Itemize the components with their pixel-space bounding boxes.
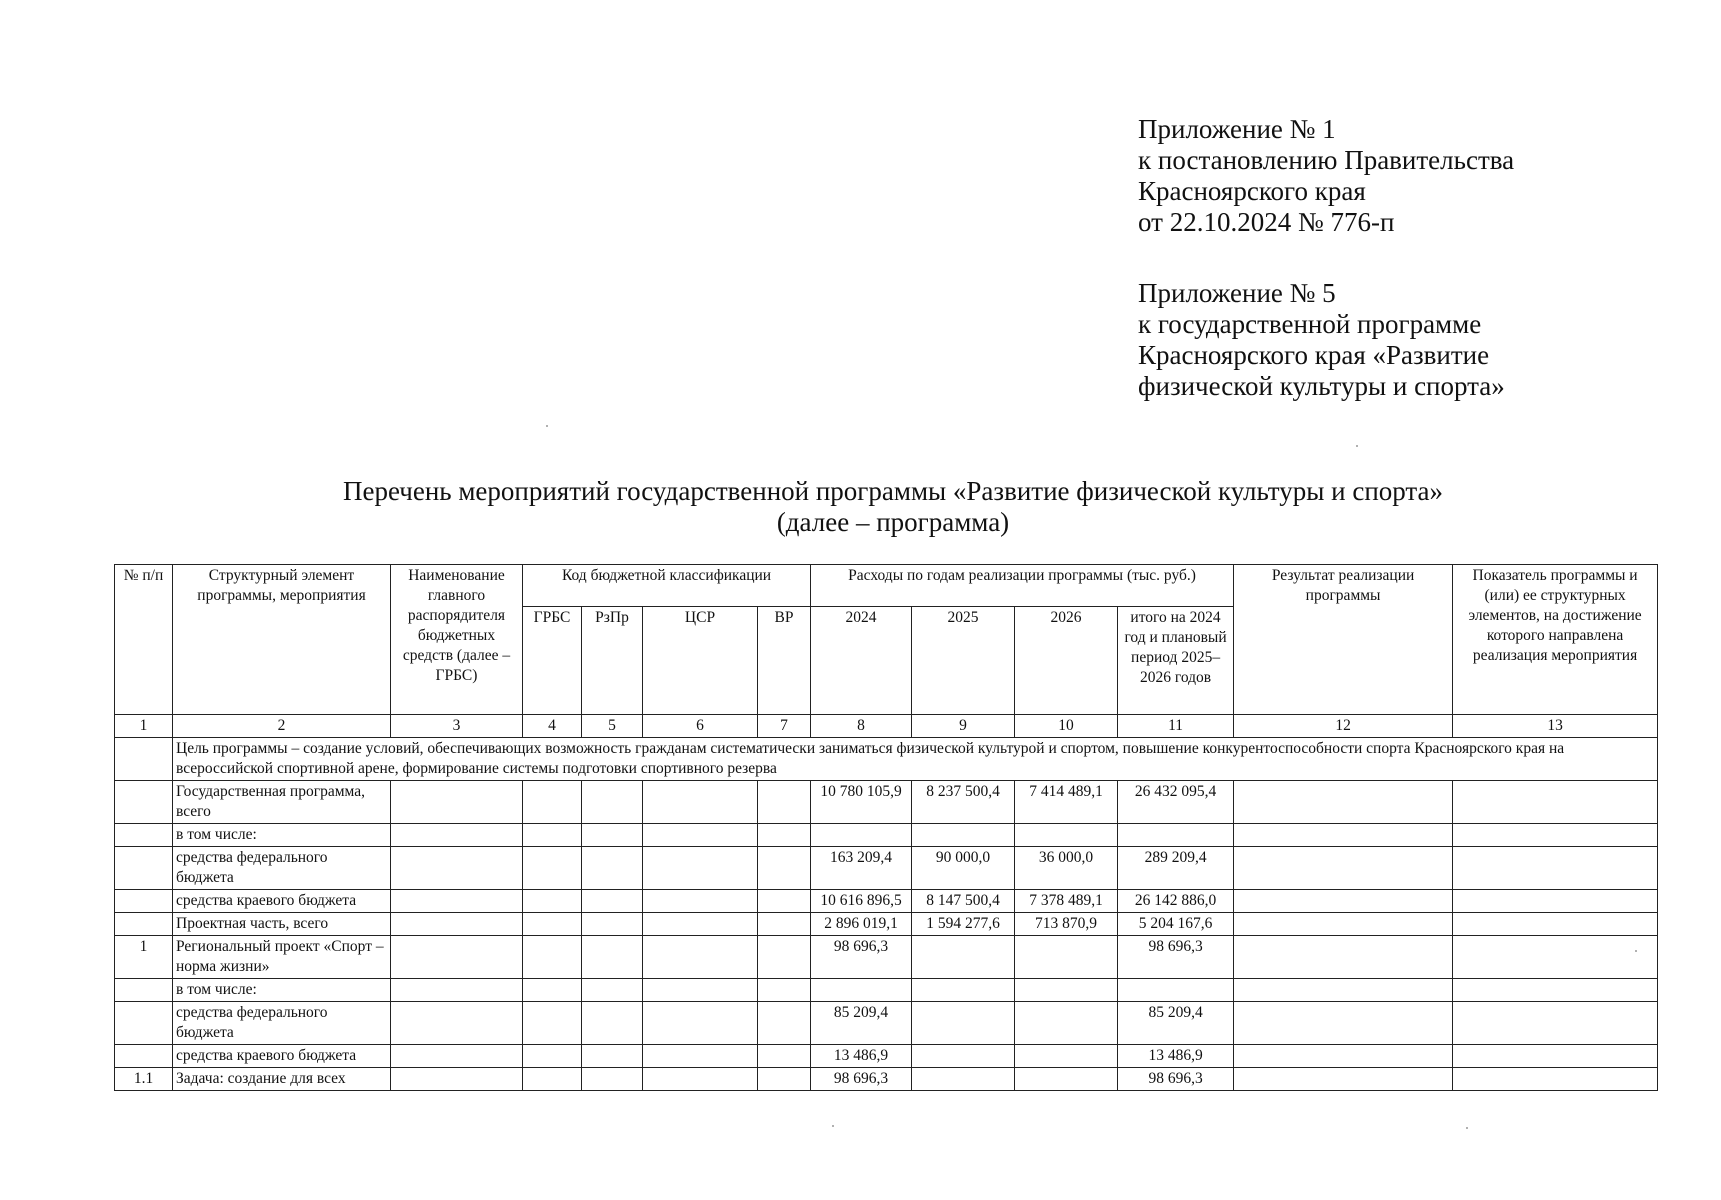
table-row	[115, 1068, 1658, 1091]
row-csr	[643, 913, 758, 936]
header-rzpr: РзПр	[582, 606, 643, 714]
row-grbs-name	[391, 1045, 523, 1068]
goal-num-cell	[115, 738, 173, 781]
row-2025: 8 237 500,4	[912, 781, 1015, 824]
row-number: 1	[115, 936, 173, 979]
row-total: 98 696,3	[1118, 936, 1234, 979]
row-2026: 36 000,0	[1015, 847, 1118, 890]
table-row	[115, 936, 1658, 979]
row-rzpr	[582, 1002, 643, 1045]
row-csr	[643, 1068, 758, 1091]
col-number: 11	[1118, 715, 1234, 738]
row-vr	[758, 781, 811, 824]
row-2024: 2 896 019,1	[811, 913, 912, 936]
header-grbs: ГРБС	[523, 606, 582, 714]
row-grbs-name	[391, 1068, 523, 1091]
header-num: № п/п	[115, 565, 173, 715]
table-row	[115, 1045, 1658, 1068]
row-indicator	[1453, 1002, 1658, 1045]
table-row	[115, 979, 1658, 1002]
col-number: 10	[1015, 715, 1118, 738]
table-row	[115, 824, 1658, 847]
row-vr	[758, 979, 811, 1002]
row-rzpr	[582, 847, 643, 890]
row-2024: 13 486,9	[811, 1045, 912, 1068]
header-indicator: Показатель программы и (или) ее структурных элементов, на достижение которого направлена реализация мероприятия	[1453, 565, 1658, 715]
row-2024	[811, 979, 912, 1002]
row-name: в том числе:	[173, 979, 391, 1002]
col-number: 7	[758, 715, 811, 738]
header-2024: 2024	[811, 606, 912, 714]
row-vr	[758, 824, 811, 847]
appendix-1-line: Приложение № 1	[1138, 114, 1336, 144]
row-number	[115, 824, 173, 847]
appendix-5-line: к государственной программе	[1138, 309, 1482, 339]
row-2024: 85 209,4	[811, 1002, 912, 1045]
row-2026: 7 414 489,1	[1015, 781, 1118, 824]
row-indicator	[1453, 781, 1658, 824]
row-indicator	[1453, 890, 1658, 913]
row-2026	[1015, 824, 1118, 847]
table-row	[115, 913, 1658, 936]
row-2026	[1015, 1068, 1118, 1091]
table-row	[115, 847, 1658, 890]
row-2024: 98 696,3	[811, 1068, 912, 1091]
row-indicator	[1453, 847, 1658, 890]
row-csr	[643, 824, 758, 847]
header-2026: 2026	[1015, 606, 1118, 714]
row-grbs	[523, 847, 582, 890]
row-grbs	[523, 890, 582, 913]
row-total: 98 696,3	[1118, 1068, 1234, 1091]
row-number	[115, 913, 173, 936]
row-2025: 1 594 277,6	[912, 913, 1015, 936]
row-total: 26 142 886,0	[1118, 890, 1234, 913]
column-number-row	[115, 715, 1658, 738]
row-result	[1234, 890, 1453, 913]
row-result	[1234, 847, 1453, 890]
row-csr	[643, 1002, 758, 1045]
row-indicator	[1453, 913, 1658, 936]
row-vr	[758, 1068, 811, 1091]
row-result	[1234, 781, 1453, 824]
row-grbs-name	[391, 979, 523, 1002]
row-name: Задача: создание для всех	[173, 1068, 391, 1091]
row-2025	[912, 936, 1015, 979]
row-total: 26 432 095,4	[1118, 781, 1234, 824]
row-number	[115, 1002, 173, 1045]
row-total: 289 209,4	[1118, 847, 1234, 890]
table-row	[115, 890, 1658, 913]
row-grbs	[523, 936, 582, 979]
row-indicator	[1453, 824, 1658, 847]
row-csr	[643, 979, 758, 1002]
row-rzpr	[582, 890, 643, 913]
row-number	[115, 847, 173, 890]
col-number: 1	[115, 715, 173, 738]
row-grbs	[523, 781, 582, 824]
document-subtitle: (далее – программа)	[776, 507, 1010, 537]
row-2026	[1015, 979, 1118, 1002]
row-name: Региональный проект «Спорт – норма жизни»	[173, 936, 391, 979]
row-indicator	[1453, 1068, 1658, 1091]
row-vr	[758, 936, 811, 979]
header-expenses: Расходы по годам реализации программы (тыс. руб.)	[811, 565, 1234, 607]
row-rzpr	[582, 979, 643, 1002]
row-csr	[643, 1045, 758, 1068]
goal-row	[115, 738, 1658, 781]
row-result	[1234, 979, 1453, 1002]
row-vr	[758, 847, 811, 890]
appendix-1-block	[1138, 114, 1514, 238]
row-result	[1234, 913, 1453, 936]
row-2025	[912, 1045, 1015, 1068]
row-name: средства краевого бюджета	[173, 890, 391, 913]
row-total	[1118, 824, 1234, 847]
appendix-5-line: Красноярского края «Развитие	[1138, 340, 1490, 370]
scan-speck	[1635, 950, 1637, 952]
row-grbs	[523, 913, 582, 936]
row-rzpr	[582, 781, 643, 824]
row-name: средства федерального бюджета	[173, 847, 391, 890]
row-grbs-name	[391, 890, 523, 913]
row-2024	[811, 824, 912, 847]
row-2025: 8 147 500,4	[912, 890, 1015, 913]
row-2025	[912, 1002, 1015, 1045]
table-row	[115, 1002, 1658, 1045]
row-indicator	[1453, 1045, 1658, 1068]
row-grbs	[523, 979, 582, 1002]
row-indicator	[1453, 936, 1658, 979]
row-grbs-name	[391, 824, 523, 847]
appendix-1-line: Красноярского края	[1138, 176, 1366, 206]
header-total: итого на 2024 год и плановый период 2025–2026 годов	[1118, 606, 1234, 714]
header-grbs-name: Наименование главного распорядителя бюджетных средств (далее – ГРБС)	[391, 565, 523, 715]
row-2026	[1015, 1045, 1118, 1068]
row-indicator	[1453, 979, 1658, 1002]
header-csr: ЦСР	[643, 606, 758, 714]
row-2026	[1015, 936, 1118, 979]
col-number: 12	[1234, 715, 1453, 738]
row-grbs-name	[391, 936, 523, 979]
row-vr	[758, 1002, 811, 1045]
row-2026: 7 378 489,1	[1015, 890, 1118, 913]
row-2025	[912, 824, 1015, 847]
header-result: Результат реализации программы	[1234, 565, 1453, 715]
row-grbs	[523, 1045, 582, 1068]
row-rzpr	[582, 913, 643, 936]
row-name: Государственная программа, всего	[173, 781, 391, 824]
row-grbs	[523, 1002, 582, 1045]
row-number	[115, 1045, 173, 1068]
row-vr	[758, 890, 811, 913]
row-result	[1234, 1002, 1453, 1045]
row-grbs-name	[391, 781, 523, 824]
row-number: 1.1	[115, 1068, 173, 1091]
appendix-5-block	[1138, 278, 1505, 402]
scan-speck	[1356, 445, 1358, 447]
header-2025: 2025	[912, 606, 1015, 714]
row-number	[115, 979, 173, 1002]
col-number: 9	[912, 715, 1015, 738]
header-row-1	[115, 565, 1658, 607]
col-number: 4	[523, 715, 582, 738]
row-csr	[643, 936, 758, 979]
appendix-1-line: к постановлению Правительства	[1138, 145, 1515, 175]
row-2026: 713 870,9	[1015, 913, 1118, 936]
row-2026	[1015, 1002, 1118, 1045]
row-number	[115, 890, 173, 913]
program-goal: Цель программы – создание условий, обеспечивающих возможность гражданам систематически заниматься физической культурой и спортом, повышение конкурентоспособности спорта Красноярского края на всероссийской спортивной арене, формирование системы подготовки спортивного резерва	[173, 738, 1658, 781]
row-2025	[912, 1068, 1015, 1091]
col-number: 3	[391, 715, 523, 738]
row-csr	[643, 781, 758, 824]
row-rzpr	[582, 1045, 643, 1068]
row-2024: 10 616 896,5	[811, 890, 912, 913]
row-total	[1118, 979, 1234, 1002]
appendix-5-line: Приложение № 5	[1138, 278, 1336, 308]
appendix-5-line: физической культуры и спорта»	[1138, 371, 1505, 401]
header-element: Структурный элемент программы, мероприятия	[173, 565, 391, 715]
scan-speck	[1466, 1127, 1468, 1129]
row-result	[1234, 1068, 1453, 1091]
header-vr: ВР	[758, 606, 811, 714]
row-grbs	[523, 1068, 582, 1091]
scan-speck	[546, 425, 548, 427]
row-total: 85 209,4	[1118, 1002, 1234, 1045]
row-grbs-name	[391, 1002, 523, 1045]
row-rzpr	[582, 1068, 643, 1091]
row-number	[115, 781, 173, 824]
row-csr	[643, 847, 758, 890]
col-number: 2	[173, 715, 391, 738]
row-grbs	[523, 824, 582, 847]
row-2025	[912, 979, 1015, 1002]
row-name: средства федерального бюджета	[173, 1002, 391, 1045]
row-total: 5 204 167,6	[1118, 913, 1234, 936]
row-grbs-name	[391, 913, 523, 936]
row-name: в том числе:	[173, 824, 391, 847]
row-2024: 163 209,4	[811, 847, 912, 890]
col-number: 13	[1453, 715, 1658, 738]
row-result	[1234, 936, 1453, 979]
document-title: Перечень мероприятий государственной программы «Развитие физической культуры и спорта»	[342, 476, 1444, 506]
row-total: 13 486,9	[1118, 1045, 1234, 1068]
row-vr	[758, 913, 811, 936]
row-name: средства краевого бюджета	[173, 1045, 391, 1068]
col-number: 8	[811, 715, 912, 738]
row-result	[1234, 1045, 1453, 1068]
scan-speck	[832, 1125, 834, 1127]
row-2024: 10 780 105,9	[811, 781, 912, 824]
row-grbs-name	[391, 847, 523, 890]
col-number: 5	[582, 715, 643, 738]
table-row	[115, 781, 1658, 824]
appendix-1-line: от 22.10.2024 № 776-п	[1138, 207, 1395, 237]
row-rzpr	[582, 936, 643, 979]
row-result	[1234, 824, 1453, 847]
row-vr	[758, 1045, 811, 1068]
row-name: Проектная часть, всего	[173, 913, 391, 936]
row-2024: 98 696,3	[811, 936, 912, 979]
header-kbk: Код бюджетной классификации	[523, 565, 811, 607]
row-2025: 90 000,0	[912, 847, 1015, 890]
measures-table	[114, 564, 1658, 1091]
col-number: 6	[643, 715, 758, 738]
row-rzpr	[582, 824, 643, 847]
row-csr	[643, 890, 758, 913]
